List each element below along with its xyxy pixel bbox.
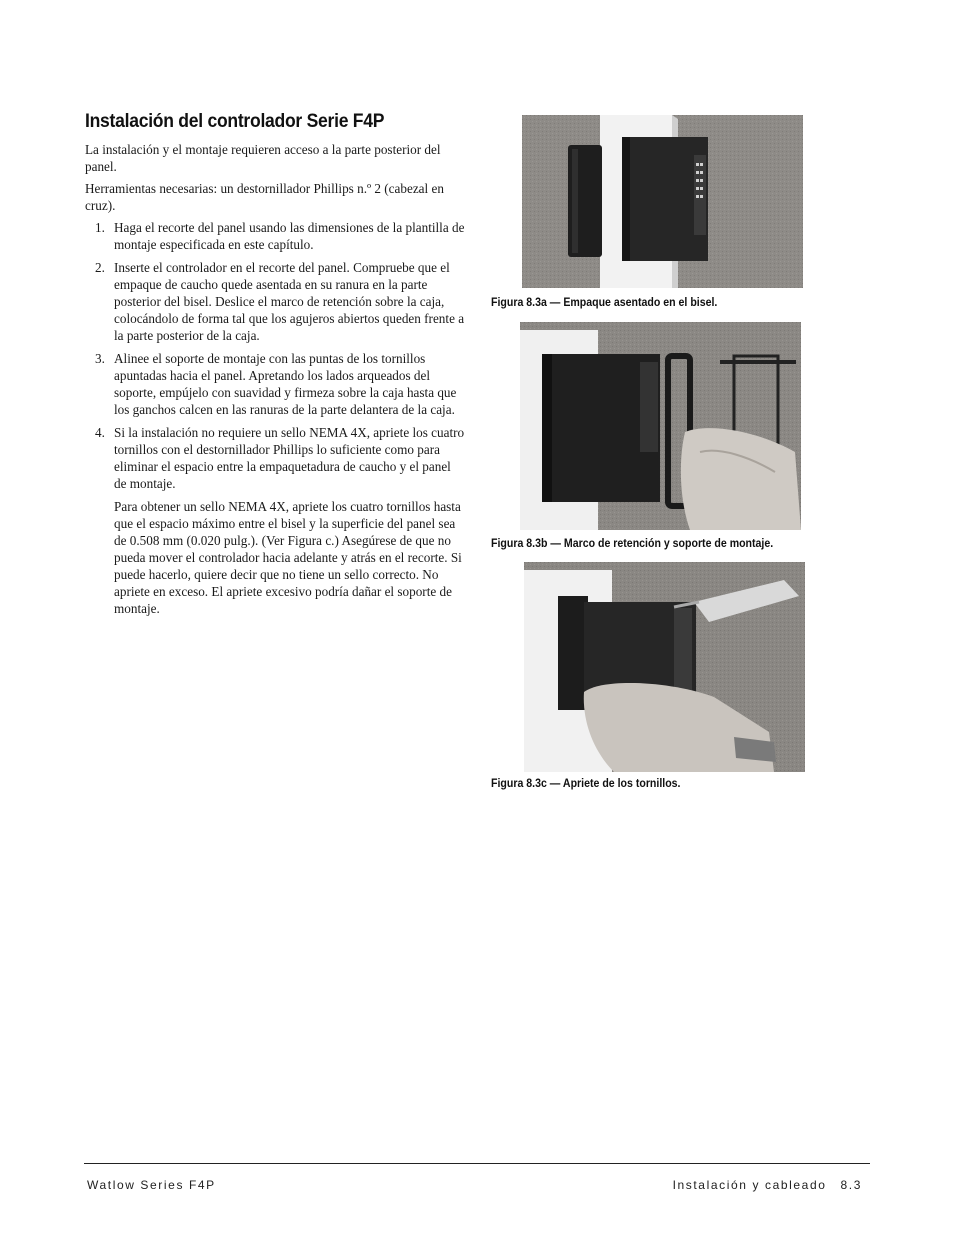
footer-divider [84, 1163, 870, 1164]
controller-gasket-photo-illustration [522, 115, 803, 288]
retention-frame-photo-illustration [520, 322, 801, 530]
step-number: 1. [95, 220, 105, 235]
intro-paragraph-2: Herramientas necesarias: un destornillador Phillips n.º 2 (cabezal en cruz). [85, 181, 444, 213]
figure-b-photo [520, 322, 801, 530]
figure-a-caption: Figura 8.3a — Empaque asentado en el bisel. [491, 297, 718, 309]
footer-product-name: Watlow Series F4P [87, 1178, 216, 1192]
step-number: 4. [95, 425, 105, 440]
step-number: 3. [95, 351, 105, 366]
step-item [85, 424, 465, 617]
figure-b-caption: Figura 8.3b — Marco de retención y soporte de montaje. [491, 538, 774, 550]
section-heading: Instalación del controlador Serie F4P [85, 110, 385, 132]
step-item [85, 219, 465, 253]
footer-page-number: 8.3 [840, 1178, 862, 1192]
step-item [85, 350, 465, 418]
footer-section-title: Instalación y cableado [672, 1178, 827, 1192]
step-text: Alinee el soporte de montaje con las puntas de los tornillos apuntadas hacia el panel. Apretando los lados arqueados del soporte, empújelo con suavidad y firmeza sobre la caja hasta que los ganchos calcen en las ranuras de la parte delantera de la caja. [114, 351, 457, 417]
main-text-column [85, 110, 465, 623]
step-text-continued: Para obtener un sello NEMA 4X, apriete los cuatro tornillos hasta que el espacio máximo entre el bisel y la superficie del panel sea de 0.508 mm (0.020 pulg.). (Ver Figura c.) Asegúrese de que no pueda mover el controlador hacia adelante y atrás en el recorte. Si puede hacerlo, quiere decir que no tiene un sello correcto. No apriete en exceso. El apriete excesivo podría dañar el soporte de montaje. [114, 499, 462, 616]
installation-steps [85, 219, 465, 617]
footer-section-and-page [673, 1178, 862, 1192]
tightening-screws-photo-illustration [524, 562, 805, 772]
step-text: Haga el recorte del panel usando las dimensiones de la plantilla de montaje especificada en este capítulo. [114, 220, 465, 252]
intro-paragraph-1: La instalación y el montaje requieren acceso a la parte posterior del panel. [85, 142, 441, 174]
step-text: Inserte el controlador en el recorte del panel. Compruebe que el empaque de caucho quede asentada en su ranura en la parte posterior del bisel. Deslice el marco de retención sobre la caja, colocándolo de forma tal que los agujeros abiertos queden frente a la parte posterior de la caja. [114, 260, 465, 343]
figure-a-photo [522, 115, 803, 288]
figure-c-photo [524, 562, 805, 772]
step-item [85, 259, 465, 344]
step-text: Si la instalación no requiere un sello NEMA 4X, apriete los cuatro tornillos con el destornillador Phillips lo suficiente como para eliminar el espacio entre la empaquetadura de caucho y el panel de montaje. [114, 425, 465, 491]
figure-c-caption: Figura 8.3c — Apriete de los tornillos. [491, 778, 681, 790]
step-number: 2. [95, 260, 105, 275]
